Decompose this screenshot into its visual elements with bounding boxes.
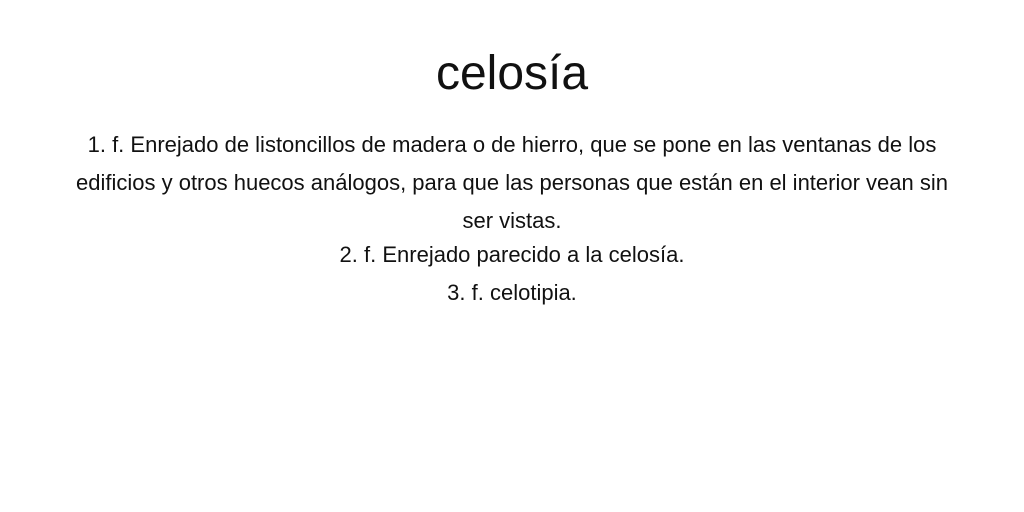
sense-1: 1. f. Enrejado de listoncillos de madera o de hierro, que se pone en las ventanas de los edificios y otros huecos análogos, para que las personas que están en el interior vean sin ser vistas. xyxy=(76,132,948,233)
sense-2: 2. f. Enrejado parecido a la celosía. xyxy=(339,242,685,267)
sense-3: 3. f. celotipia. xyxy=(447,280,577,305)
sense-list xyxy=(62,126,962,312)
headword-title: celosía xyxy=(435,47,589,100)
